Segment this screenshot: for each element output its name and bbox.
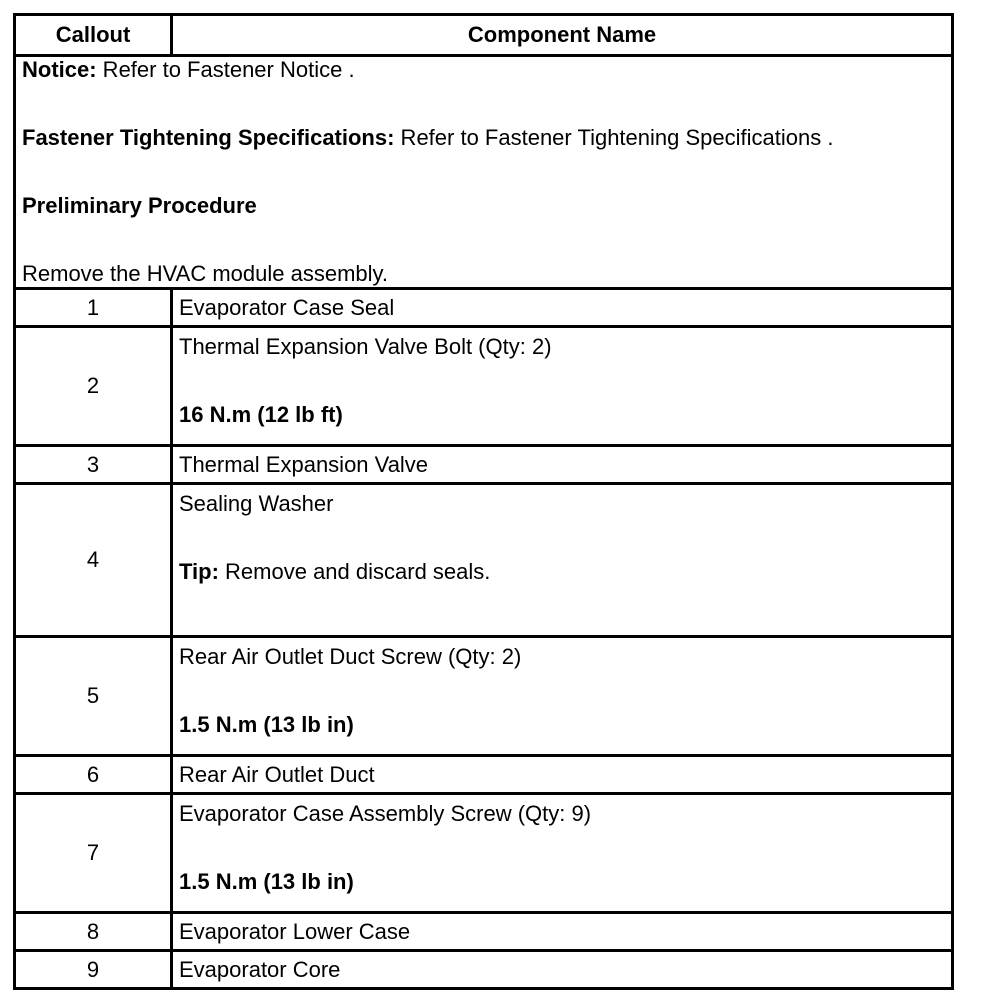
preliminary-text: Remove the HVAC module assembly. bbox=[22, 261, 388, 286]
spec-label: Fastener Tightening Specifications: bbox=[22, 125, 395, 150]
callout-number: 8 bbox=[15, 913, 172, 951]
table-row bbox=[15, 484, 953, 637]
tip-text: Remove and discard seals. bbox=[218, 559, 491, 584]
component-cell bbox=[172, 484, 953, 637]
callout-number: 3 bbox=[15, 446, 172, 484]
callout-number: 9 bbox=[15, 951, 172, 989]
notice-text: Refer to Fastener Notice . bbox=[96, 57, 355, 82]
table-row bbox=[15, 446, 953, 484]
component-name: Evaporator Case Seal bbox=[172, 289, 953, 327]
table-row bbox=[15, 637, 953, 756]
component-name-header: Component Name bbox=[172, 15, 953, 56]
table-row bbox=[15, 913, 953, 951]
callout-number: 6 bbox=[15, 756, 172, 794]
spec-paragraph bbox=[22, 125, 945, 151]
component-name: Evaporator Core bbox=[172, 951, 953, 989]
notice-row bbox=[15, 56, 953, 289]
callout-header: Callout bbox=[15, 15, 172, 56]
tip-label: Tip: bbox=[179, 559, 219, 584]
callout-number: 1 bbox=[15, 289, 172, 327]
table-row bbox=[15, 756, 953, 794]
component-name: Evaporator Case Assembly Screw (Qty: 9) bbox=[179, 801, 592, 826]
table-row bbox=[15, 794, 953, 913]
notice-cell bbox=[15, 56, 953, 289]
callout-number: 5 bbox=[15, 637, 172, 756]
torque-spec: 1.5 N.m (13 lb in) bbox=[179, 712, 354, 737]
spec-text: Refer to Fastener Tightening Specifications . bbox=[394, 125, 834, 150]
callout-number: 4 bbox=[15, 484, 172, 637]
callout-number: 7 bbox=[15, 794, 172, 913]
torque-spec: 1.5 N.m (13 lb in) bbox=[179, 869, 354, 894]
torque-spec: 16 N.m (12 lb ft) bbox=[179, 402, 343, 427]
component-name: Thermal Expansion Valve bbox=[172, 446, 953, 484]
component-name: Thermal Expansion Valve Bolt (Qty: 2) bbox=[179, 334, 552, 359]
component-name: Sealing Washer bbox=[179, 491, 334, 516]
component-name: Rear Air Outlet Duct bbox=[172, 756, 953, 794]
notice-paragraph bbox=[22, 57, 945, 83]
header-row bbox=[15, 15, 953, 56]
preliminary-heading bbox=[22, 193, 945, 219]
table-row bbox=[15, 951, 953, 989]
preliminary-label: Preliminary Procedure bbox=[22, 193, 257, 218]
component-name: Evaporator Lower Case bbox=[172, 913, 953, 951]
callout-number: 2 bbox=[15, 327, 172, 446]
component-name: Rear Air Outlet Duct Screw (Qty: 2) bbox=[179, 644, 522, 669]
component-cell bbox=[172, 637, 953, 756]
notice-label: Notice: bbox=[22, 57, 97, 82]
table-row bbox=[15, 289, 953, 327]
callout-table bbox=[13, 13, 954, 990]
component-cell bbox=[172, 794, 953, 913]
tip-paragraph bbox=[179, 559, 945, 585]
component-cell bbox=[172, 327, 953, 446]
table-row bbox=[15, 327, 953, 446]
